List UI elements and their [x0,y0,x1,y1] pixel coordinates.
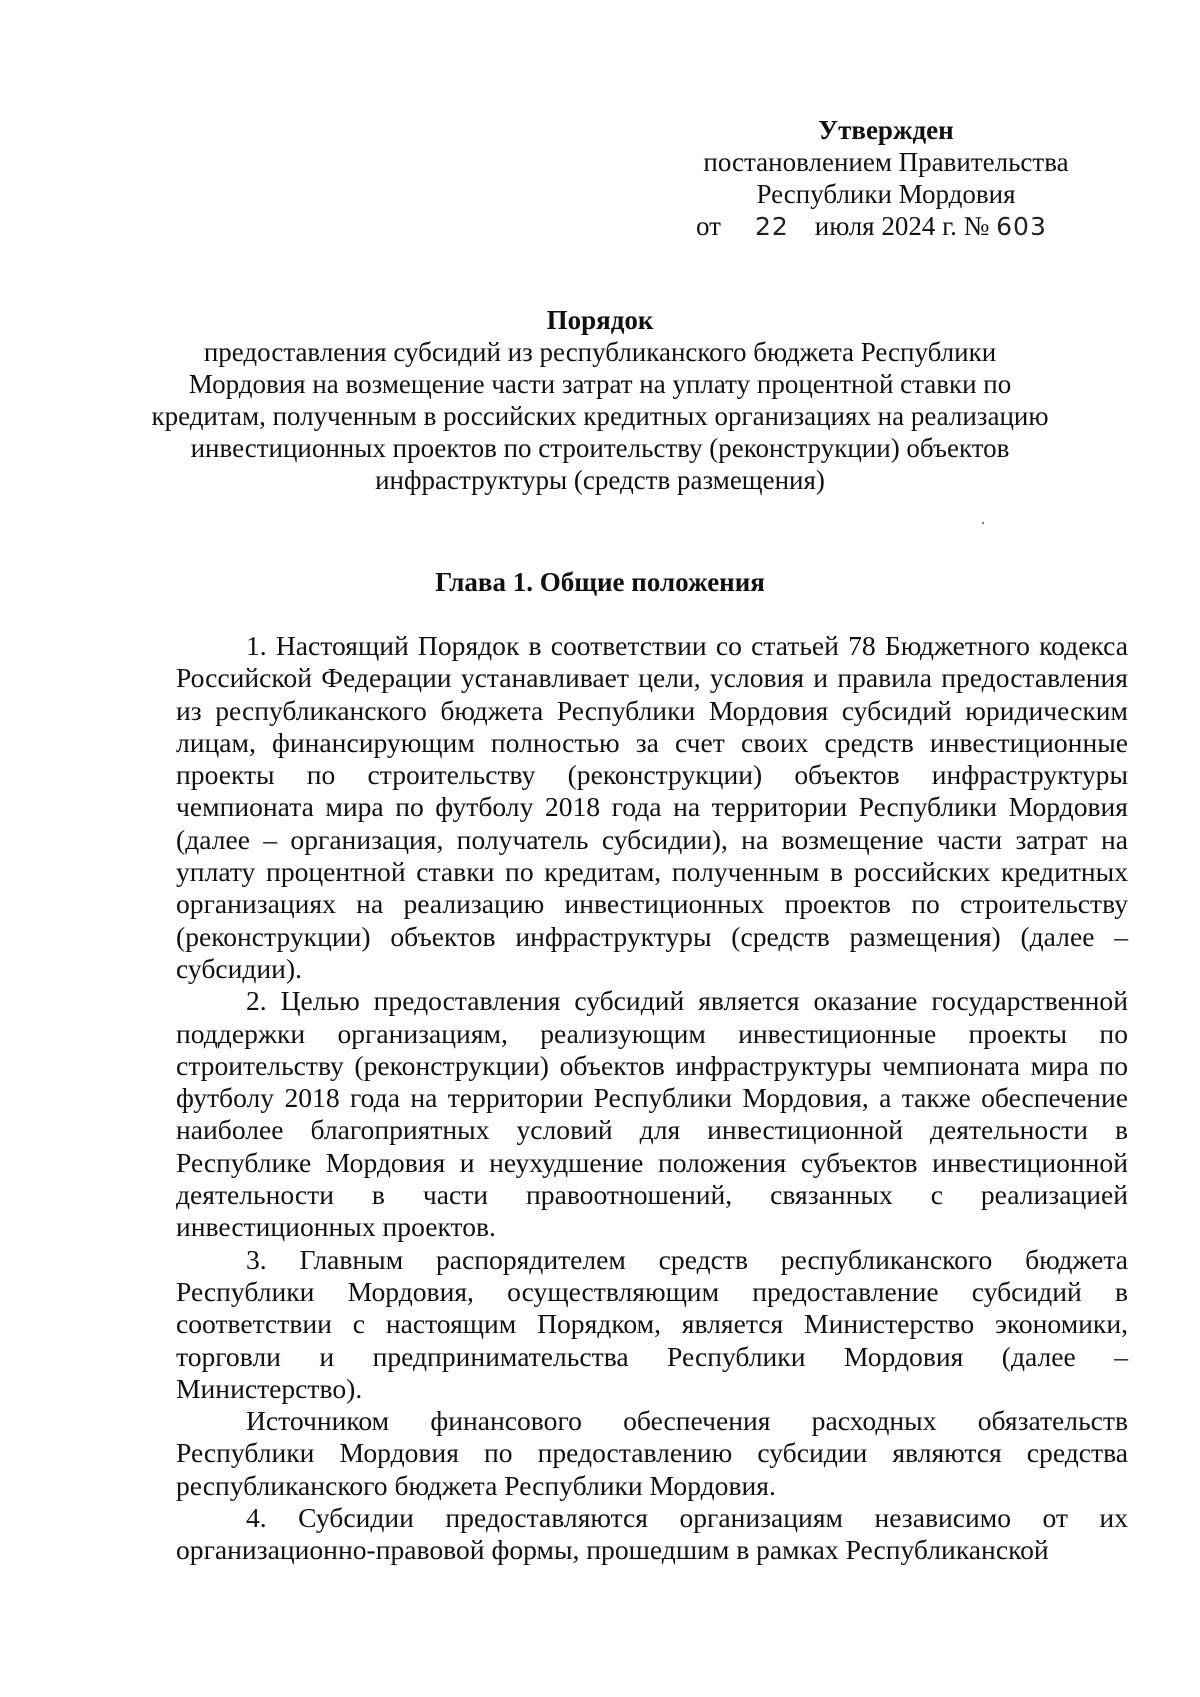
subtitle-line: Мордовия на возмещение части затрат на уплату процентной ставки по [188,369,1012,399]
approval-line: постановлением Правительства [703,147,1069,177]
approval-line: Республики Мордовия [756,179,1016,209]
subtitle-line: инфраструктуры (средств размещения) [375,465,825,495]
approval-day: 22 [754,212,789,241]
approval-title: Утвержден [818,115,954,145]
approval-date [686,210,1086,243]
document-body [176,630,1128,1567]
paragraph: 3. Главным распорядителем средств республиканского бюджета Республики Мордовия, осуществляющим предоставление субсидий в соответствии с настоящим Порядком, является Министерство экономики, торговли и предпринимательства Республики Мордовия (далее – Министерство). [176,1243,1128,1404]
chapter-heading: Глава 1. Общие положения [435,567,765,597]
subtitle-line: инвестиционных проектов по строительству (реконструкции) объектов [190,433,1010,463]
scan-speck [982,522,984,524]
paragraph: 4. Субсидии предоставляются организациям независимо от их организационно-правовой формы, прошедшим в рамках Республиканской [176,1502,1128,1566]
subtitle-line: кредитам, полученным в российских кредитных организациях на реализацию [151,401,1049,431]
document-heading: Порядок [546,305,654,335]
paragraph: 1. Настоящий Порядок в соответствии со статьей 78 Бюджетного кодекса Российской Федерации устанавливает цели, условия и правила предоставления из республиканского бюджета Республики Мордовия субсидий юридическим лицам, финансирующим полностью за счет своих средств инвестиционные проекты по строительству (реконструкции) объектов инфраструктуры чемпионата мира по футболу 2018 года на территории Республики Мордовия (далее – организация, получатель субсидии), на возмещение части затрат на уплату процентной ставки по кредитам, полученным в российских кредитных организациях на реализацию инвестиционных проектов по строительству (реконструкции) объектов инфраструктуры (средств размещения) (далее – субсидии). [176,630,1128,984]
paragraph: Источником финансового обеспечения расходных обязательств Республики Мордовия по предоставлению субсидии являются средства республиканского бюджета Республики Мордовия. [176,1405,1128,1501]
date-prefix: от [696,211,721,241]
approval-block [686,114,1086,243]
document-title [150,304,1050,496]
approval-month-year: июля 2024 г. № [814,211,990,241]
approval-number: 603 [996,212,1047,241]
subtitle-line: предоставления субсидий из республиканского бюджета Республики [203,337,997,367]
paragraph: 2. Целью предоставления субсидий является оказание государственной поддержки организациям, реализующим инвестиционные проекты по строительству (реконструкции) объектов инфраструктуры чемпионата мира по футболу 2018 года на территории Республики Мордовия, а также обеспечение наиболее благоприятных условий для инвестиционной деятельности в Республике Мордовия и неухудшение положения субъектов инвестиционной деятельности в части правоотношений, связанных с реализацией инвестиционных проектов. [176,985,1128,1243]
